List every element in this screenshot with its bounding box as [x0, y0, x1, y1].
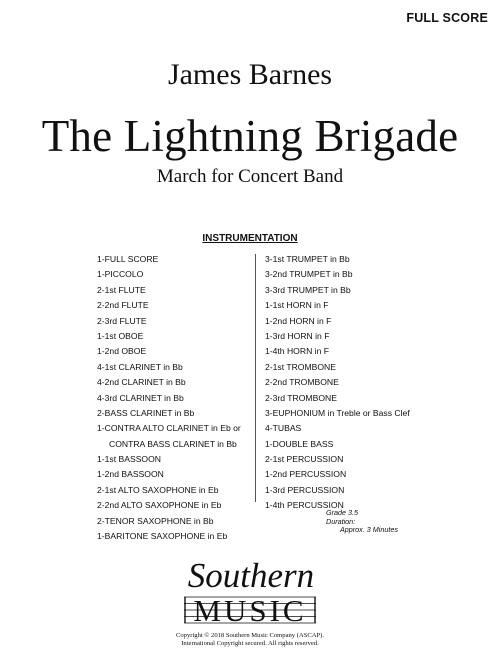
instrumentation-list-right — [265, 252, 410, 514]
logo-southern-text: Southern — [187, 556, 315, 595]
instrument-item: 1-FULL SCORE — [97, 254, 159, 264]
instrument-item: 2-1st PERCUSSION — [265, 454, 344, 465]
instrument-item: 4-1st CLARINET in Bb — [97, 361, 183, 372]
instrument-item: 1-3rd PERCUSSION — [265, 484, 345, 495]
column-divider — [255, 254, 256, 502]
instrumentation-list-left — [97, 252, 241, 544]
instrument-item: 2-1st FLUTE — [97, 284, 146, 295]
copyright-line-1: Copyright © 2018 Southern Music Company (ASCAP). — [175, 632, 325, 639]
work-subtitle: March for Concert Band — [156, 166, 344, 187]
instrument-item: 1-3rd HORN in F — [265, 330, 330, 341]
instrument-item: 2-2nd ALTO SAXOPHONE in Eb — [97, 500, 222, 511]
instrument-item: 2-3rd TROMBONE — [265, 392, 337, 403]
instrument-item: 1-2nd BASSOON — [97, 469, 164, 480]
instrument-item: 1-4th PERCUSSION — [265, 500, 344, 511]
instrument-item: 1-DOUBLE BASS — [265, 438, 334, 449]
instrument-item: 2-BASS CLARINET in Bb — [97, 407, 195, 418]
logo-music-text: MUSIC — [193, 593, 307, 628]
duration-label: Duration: — [326, 516, 356, 526]
copyright-notice — [0, 632, 500, 648]
instrument-item: 1-1st OBOE — [97, 330, 144, 341]
grade-level: Grade 3.5 — [326, 508, 358, 517]
instrument-item: 2-2nd FLUTE — [97, 300, 149, 311]
instrument-item: 3-EUPHONIUM in Treble or Bass Clef — [265, 407, 410, 418]
instrumentation-heading: INSTRUMENTATION — [202, 233, 298, 244]
instrument-item: 4-TUBAS — [265, 423, 302, 434]
instrument-item: 3-1st TRUMPET in Bb — [265, 254, 350, 264]
instrument-item: 2-1st TROMBONE — [265, 361, 336, 372]
copyright-line-2: International Copyright secured. All rights reserved. — [181, 640, 319, 647]
instrument-item: 2-TENOR SAXOPHONE in Bb — [97, 515, 214, 526]
publisher-logo — [180, 558, 322, 630]
instrument-item: 4-2nd CLARINET in Bb — [97, 377, 186, 388]
instrument-item: 3-2nd TRUMPET in Bb — [265, 269, 353, 280]
instrument-item: 1-1st BASSOON — [97, 454, 161, 465]
instrument-item: 1-2nd OBOE — [97, 346, 147, 357]
instrument-item: 2-2nd TROMBONE — [265, 377, 339, 388]
instrument-item: 3-3rd TRUMPET in Bb — [265, 284, 351, 295]
instrument-item: 1-2nd HORN in F — [265, 315, 332, 326]
instrument-item: CONTRA BASS CLARINET in Bb — [109, 438, 237, 449]
duration-value: Approx. 3 Minutes — [340, 525, 398, 535]
grade-info — [326, 509, 398, 535]
instrument-item: 4-3rd CLARINET in Bb — [97, 392, 184, 403]
instrument-item: 1-4th HORN in F — [265, 346, 329, 357]
instrument-item: 1-BARITONE SAXOPHONE in Eb — [97, 531, 228, 542]
instrument-item: 2-1st ALTO SAXOPHONE in Eb — [97, 484, 219, 495]
composer-name: James Barnes — [167, 58, 333, 91]
instrument-item: 1-CONTRA ALTO CLARINET in Eb or — [97, 423, 241, 434]
full-score-label: FULL SCORE — [406, 11, 488, 25]
work-title: The Lightning Brigade — [41, 111, 459, 161]
instrument-item: 1-2nd PERCUSSION — [265, 469, 347, 480]
instrument-item: 1-1st HORN in F — [265, 300, 329, 311]
instrument-item: 1-PICCOLO — [97, 269, 144, 280]
instrument-item: 2-3rd FLUTE — [97, 315, 147, 326]
